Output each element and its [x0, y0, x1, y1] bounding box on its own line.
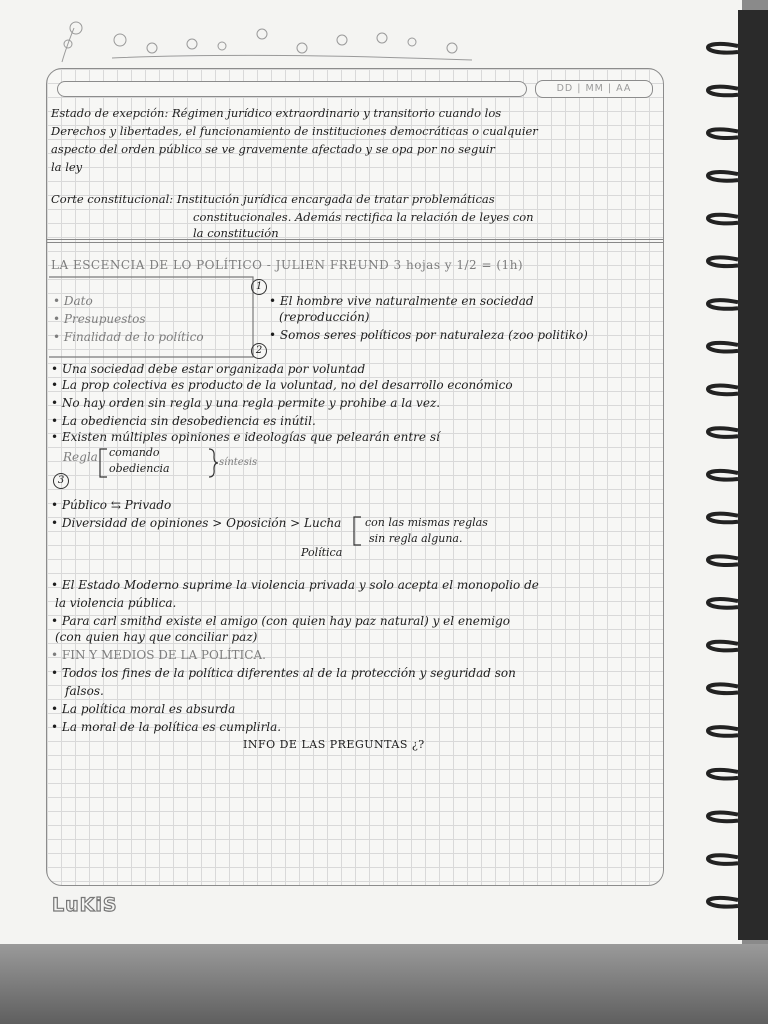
- spiral-ring: [708, 129, 738, 138]
- spiral-ring: [708, 386, 738, 395]
- note-line: sin regla alguna.: [369, 532, 463, 545]
- bracket-icon: [97, 447, 109, 479]
- note-line: Estado de exepción: Régimen jurídico extraordinario y transitorio cuando los: [51, 106, 502, 120]
- note-line: falsos.: [65, 684, 104, 698]
- list-item: • Finalidad de lo político: [53, 330, 204, 344]
- table-surface: [0, 944, 768, 1024]
- bracket-icon: [351, 515, 363, 547]
- spiral-ring: [708, 514, 738, 523]
- note-line: Derechos y libertades, el funcionamiento de instituciones democráticas o cualquier: [51, 124, 538, 138]
- spiral-ring: [708, 257, 738, 266]
- note-line: Corte constitucional: Institución jurídica encargada de tratar problemáticas: [51, 192, 495, 206]
- brace-icon: [207, 447, 219, 479]
- spiral-ring: [708, 172, 738, 181]
- spiral-ring: [708, 642, 738, 651]
- note-line: la ley: [51, 160, 83, 174]
- spiral-ring: [708, 87, 738, 96]
- note-line: • Una sociedad debe estar organizada por voluntad: [51, 362, 366, 376]
- grid-sheet: [46, 68, 664, 886]
- spiral-ring: [708, 215, 738, 224]
- section-title: LA ESCENCIA DE LO POLÍTICO - JULIEN FREUND 3 hojas y 1/2 = (1h): [51, 258, 524, 272]
- note-line: • Para carl smithd existe el amigo (con quien hay paz natural) y el enemigo: [51, 614, 510, 628]
- note-line: Política: [301, 546, 343, 559]
- note-line: síntesis: [219, 457, 258, 468]
- note-line: • Público ⇆ Privado: [51, 498, 172, 512]
- note-line: • El hombre vive naturalmente en sociedad: [269, 294, 534, 308]
- note-line: • Somos seres políticos por naturaleza (zoo politiko): [269, 328, 588, 342]
- spiral-ring: [708, 44, 738, 53]
- spiral-binding-icon: [690, 0, 768, 944]
- note-line: • No hay orden sin regla y una regla permite y prohibe a la vez.: [51, 396, 441, 410]
- spiral-ring: [708, 599, 738, 608]
- note-line: • La obediencia sin desobediencia es inútil.: [51, 414, 316, 428]
- note-line: constitucionales. Además rectifica la relación de leyes con: [193, 210, 534, 224]
- spiral-ring: [708, 813, 738, 822]
- spiral-ring: [708, 684, 738, 693]
- note-line: con las mismas reglas: [365, 516, 488, 529]
- note-line: • Diversidad de opiniones > Oposición > Lucha: [51, 516, 342, 530]
- note-line: INFO DE LAS PREGUNTAS ¿?: [243, 738, 425, 751]
- spiral-ring: [708, 471, 738, 480]
- spiral-ring: [708, 343, 738, 352]
- section-divider: [47, 239, 663, 240]
- note-line: • La política moral es absurda: [51, 702, 236, 716]
- spiral-ring: [708, 898, 738, 907]
- note-line: • Todos los fines de la política diferentes al de la protección y seguridad son: [51, 666, 516, 680]
- spiral-ring: [708, 770, 738, 779]
- note-label: Regla: [63, 450, 98, 464]
- note-line: (reproducción): [279, 310, 370, 324]
- spiral-ring: [708, 855, 738, 864]
- spiral-ring: [708, 556, 738, 565]
- note-line: • Existen múltiples opiniones e ideologías que pelearán entre sí: [51, 430, 440, 444]
- note-line: • La prop colectiva es producto de la voluntad, no del desarrollo económico: [51, 378, 513, 392]
- brand-logo: LuKiS: [52, 894, 118, 916]
- list-item: • Presupuestos: [53, 312, 146, 326]
- note-line: (con quien hay que conciliar paz): [55, 630, 258, 644]
- list-item: • Dato: [53, 294, 93, 308]
- number-one: 1: [251, 279, 267, 295]
- title-bar: [57, 81, 527, 97]
- section-divider: [47, 242, 663, 243]
- note-heading: • FIN Y MEDIOS DE LA POLÍTICA.: [51, 648, 266, 662]
- number-two: 2: [251, 343, 267, 359]
- note-line: aspecto del orden público se ve gravemente afectado y se opa por no seguir: [51, 142, 495, 156]
- note-line: • La moral de la política es cumplirla.: [51, 720, 282, 734]
- flower-doodle-icon: [52, 18, 492, 68]
- note-line: • El Estado Moderno suprime la violencia privada y solo acepta el monopolio de: [51, 578, 539, 592]
- note-line: comando: [109, 446, 160, 459]
- spiral-ring: [708, 727, 738, 736]
- number-three: 3: [53, 473, 69, 489]
- date-box: DD | MM | AA: [535, 80, 653, 98]
- note-line: la constitución: [193, 226, 279, 240]
- note-line: la violencia pública.: [55, 596, 177, 610]
- spiral-ring: [708, 428, 738, 437]
- note-line: obediencia: [109, 462, 170, 475]
- spiral-ring: [708, 300, 738, 309]
